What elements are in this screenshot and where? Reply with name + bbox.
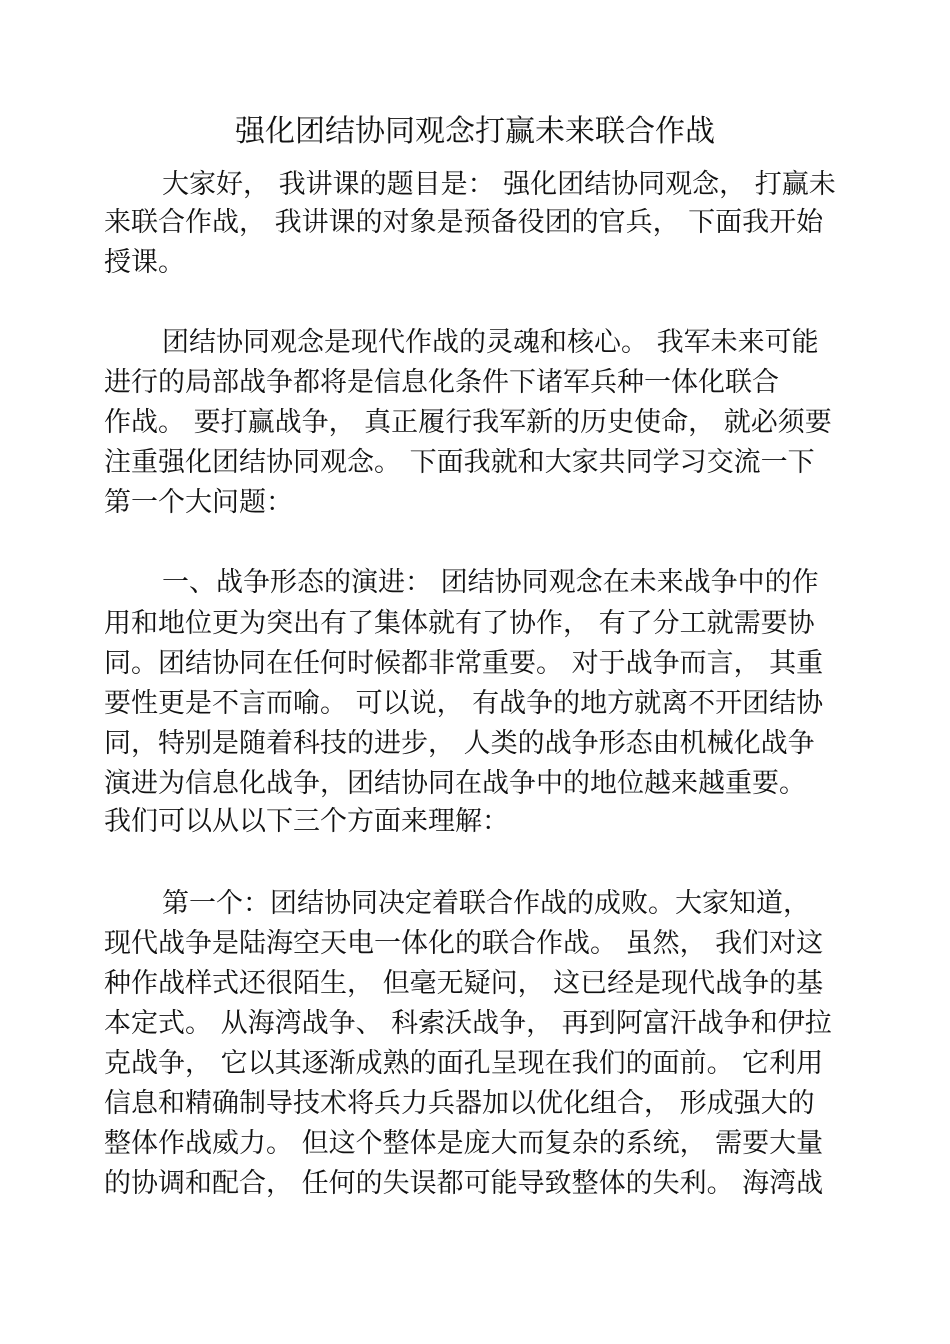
paragraph-3-line-4: 要性更是不言而喻。 可以说， 有战争的地方就离不开团结协 bbox=[104, 688, 824, 719]
paragraph-4-line-1: 第一个：团结协同决定着联合作战的成败。大家知道， bbox=[162, 888, 810, 919]
paragraph-3-line-2: 用和地位更为突出有了集体就有了协作， 有了分工就需要协 bbox=[104, 608, 815, 639]
paragraph-2-line-3: 作战。 要打赢战争， 真正履行我军新的历史使命， 就必须要 bbox=[104, 407, 832, 438]
paragraph-3-line-7: 我们可以从以下三个方面来理解： bbox=[104, 806, 509, 837]
paragraph-3-line-6: 演进为信息化战争，团结协同在战争中的地位越来越重要。 bbox=[104, 768, 806, 799]
paragraph-4-line-2: 现代战争是陆海空天电一体化的联合作战。 虽然， 我们对这 bbox=[104, 928, 824, 959]
paragraph-1-line-1: 大家好， 我讲课的题目是： 强化团结协同观念， 打赢未 bbox=[162, 169, 836, 200]
paragraph-2-line-5: 第一个大问题： bbox=[104, 487, 293, 518]
paragraph-4-line-6: 信息和精确制导技术将兵力兵器加以优化组合， 形成强大的 bbox=[104, 1088, 815, 1119]
paragraph-4-line-5: 克战争， 它以其逐渐成熟的面孔呈现在我们的面前。 它利用 bbox=[104, 1048, 824, 1079]
paragraph-4-line-7: 整体作战威力。 但这个整体是庞大而复杂的系统， 需要大量 bbox=[104, 1128, 824, 1159]
paragraph-4-line-4: 本定式。 从海湾战争、 科索沃战争， 再到阿富汗战争和伊拉 bbox=[104, 1008, 832, 1039]
paragraph-2-line-1: 团结协同观念是现代作战的灵魂和核心。 我军未来可能 bbox=[162, 327, 819, 358]
paragraph-3-line-3: 同。团结协同在任何时候都非常重要。 对于战争而言， 其重 bbox=[104, 648, 824, 679]
paragraph-2-line-2: 进行的局部战争都将是信息化条件下诸军兵种一体化联合 bbox=[104, 367, 779, 398]
paragraph-1-line-2: 来联合作战， 我讲课的对象是预备役团的官兵， 下面我开始 bbox=[104, 207, 824, 238]
document-title: 强化团结协同观念打赢未来联合作战 bbox=[235, 114, 715, 149]
paragraph-3-line-1: 一、战争形态的演进： 团结协同观念在未来战争中的作 bbox=[162, 567, 819, 598]
paragraph-3-line-5: 同，特别是随着科技的进步， 人类的战争形态由机械化战争 bbox=[104, 728, 815, 759]
paragraph-2-line-4: 注重强化团结协同观念。 下面我就和大家共同学习交流一下 bbox=[104, 447, 815, 478]
paragraph-4-line-3: 种作战样式还很陌生， 但毫无疑问， 这已经是现代战争的基 bbox=[104, 968, 824, 999]
paragraph-1-line-3: 授课。 bbox=[104, 247, 185, 278]
paragraph-4-line-8: 的协调和配合， 任何的失误都可能导致整体的失利。 海湾战 bbox=[104, 1168, 824, 1199]
